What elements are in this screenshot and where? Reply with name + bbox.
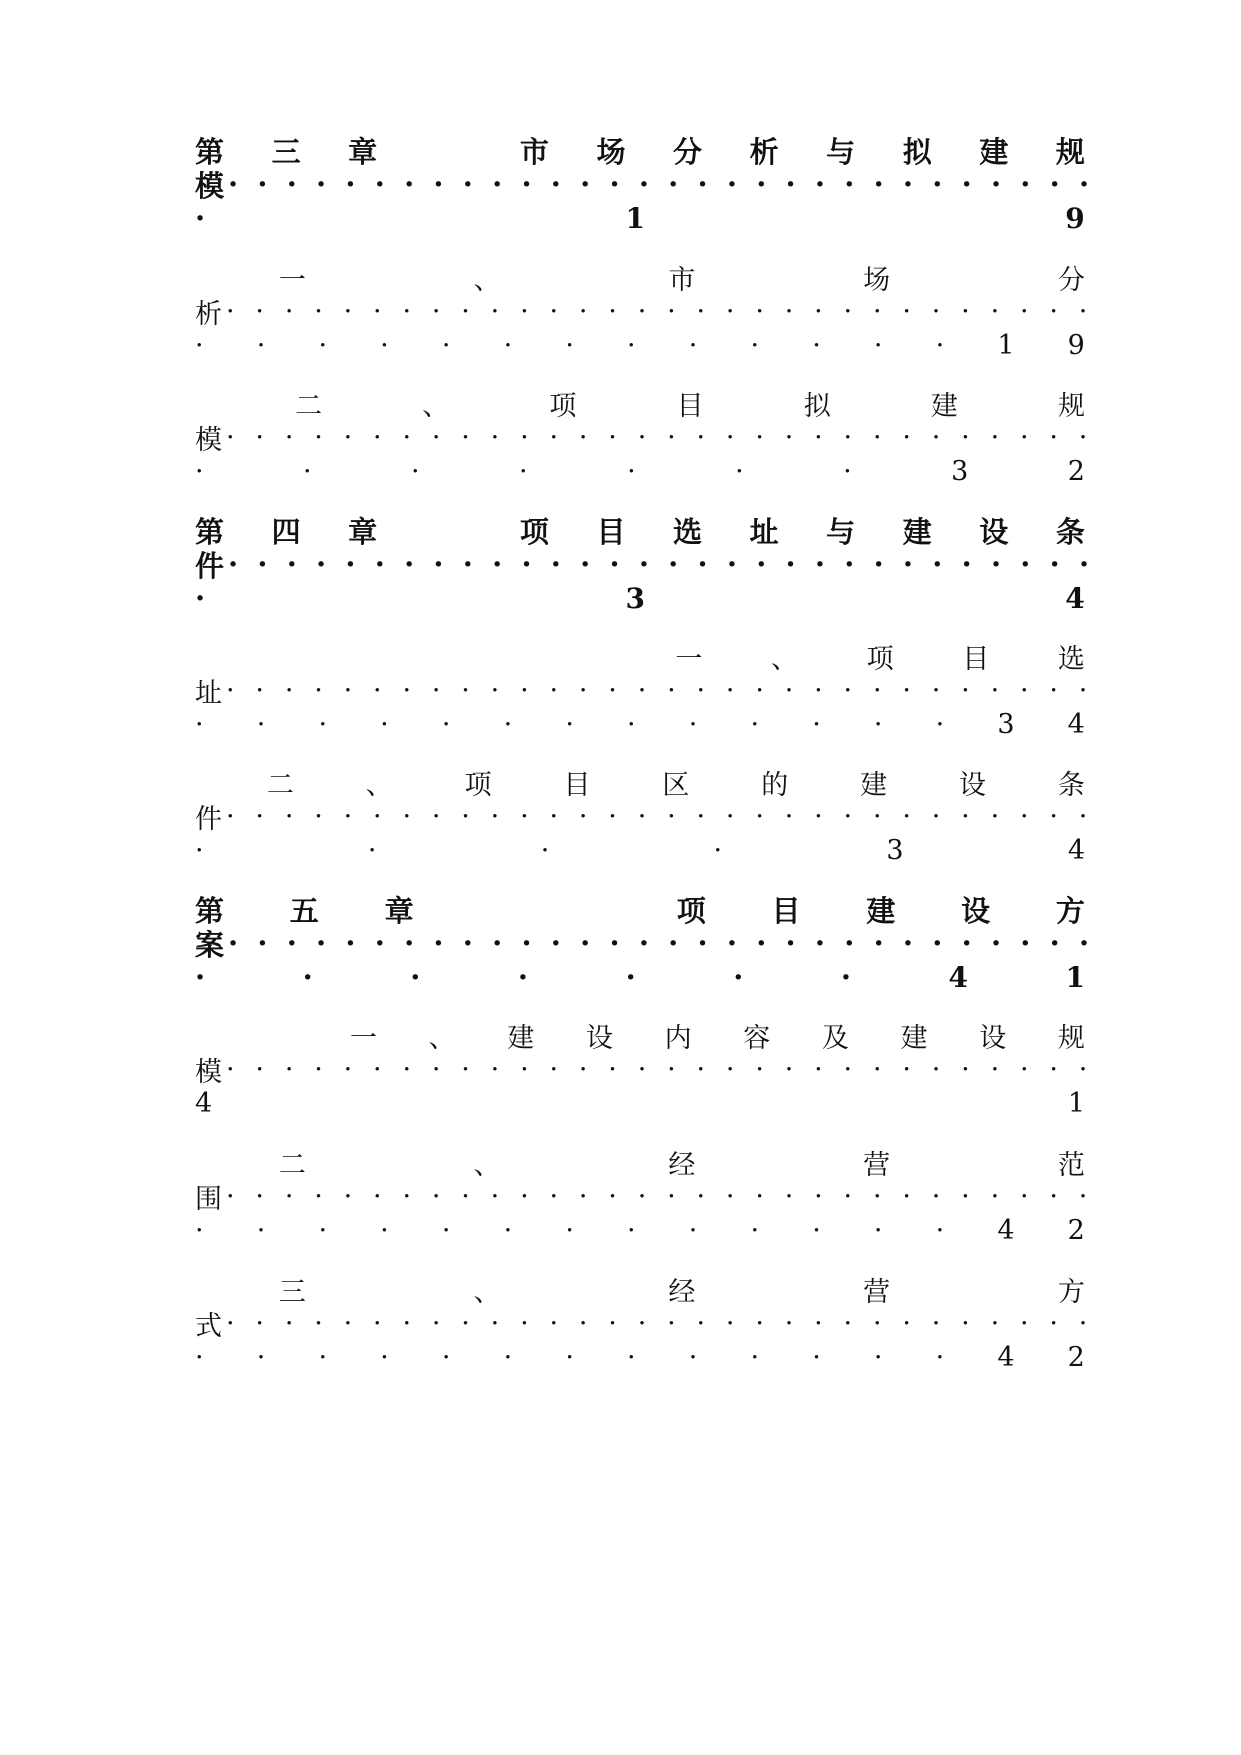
leader-dot: ·	[627, 1341, 636, 1373]
title-char: 与	[826, 514, 856, 549]
leader-dot: ·	[540, 834, 550, 866]
dot-leader: · · · · · · · · · · · · · · · · · · · · · · · · · · · · · ·	[226, 1307, 1088, 1339]
title-char: 条	[1055, 514, 1085, 549]
dot-leader: · · · · · · · · · · · · · · · · · · · · · · · · · · · · · ·	[228, 547, 1090, 581]
title-char: 一	[675, 643, 703, 675]
title-char: 目	[596, 514, 626, 549]
title-char: 选	[673, 514, 703, 549]
title-last-char: 模	[195, 168, 225, 203]
leader-dot: ·	[503, 1214, 513, 1246]
dot-leader: · · · · · · · · · · · · · · · · · · · · · · · · · · · · · ·	[226, 1053, 1088, 1085]
title-char: 、	[422, 390, 450, 422]
leader-dot: ·	[380, 1214, 389, 1246]
title-char: 目	[676, 390, 704, 422]
leader-dot: ·	[750, 1214, 760, 1246]
dot-leader: · · · · · · · · · · · · · · · · · · · · · · · · · · · · · ·	[226, 1180, 1088, 1212]
title-char: 项	[519, 514, 549, 549]
leader-dot: ·	[688, 329, 698, 361]
title-char: 范	[1057, 1149, 1085, 1181]
leader-dot: ·	[812, 708, 821, 740]
title-char: 及	[821, 1022, 849, 1054]
title-char: 五	[289, 893, 319, 928]
leader-dot: ·	[688, 1214, 698, 1246]
leader-dot: ·	[367, 834, 377, 866]
title-last-char: 件	[195, 803, 222, 835]
title-char: 设	[959, 769, 986, 801]
toc-page-number-line	[195, 578, 1085, 618]
leader-dot: ·	[565, 708, 574, 740]
toc-page-number-line	[195, 325, 1085, 365]
title-char: 一	[278, 264, 306, 296]
title-char: 拟	[902, 134, 932, 169]
page-number-digit: 3	[886, 834, 904, 866]
leader-dot: ·	[410, 960, 421, 994]
page-number-digit: 3	[951, 455, 969, 487]
leader-dot: ·	[733, 960, 744, 994]
title-char: 建	[979, 134, 1009, 169]
title-char: 规	[1055, 134, 1085, 169]
title-last-char: 址	[195, 677, 222, 709]
title-char: 第	[195, 134, 225, 169]
title-char: 第	[195, 514, 225, 549]
leader-dot: ·	[565, 1341, 574, 1373]
dot-leader: · · · · · · · · · · · · · · · · · · · · · · · · · · · · · ·	[228, 167, 1090, 201]
page-number-digit: 4	[948, 960, 968, 994]
title-last-char: 式	[195, 1310, 222, 1342]
leader-dot: ·	[195, 1214, 204, 1246]
title-char: 分	[673, 134, 703, 169]
leader-dot: ·	[840, 960, 851, 994]
toc-page-number-line	[195, 704, 1085, 744]
leader-dot: ·	[441, 1214, 451, 1246]
title-char: 、	[473, 1149, 501, 1181]
leader-dot: ·	[627, 455, 636, 487]
title-char: 与	[826, 134, 856, 169]
title-char: 拟	[803, 390, 831, 422]
leader-dot: ·	[625, 960, 636, 994]
toc-page-number-line	[195, 1337, 1085, 1377]
title-char: 设	[961, 893, 991, 928]
title-last-char: 围	[195, 1183, 222, 1215]
page-number-digit: 9	[1065, 201, 1085, 235]
title-char: 、	[473, 264, 501, 296]
title-char: 、	[365, 769, 393, 801]
title-char: 项	[866, 643, 894, 675]
leader-dot: ·	[688, 708, 698, 740]
page-number-digit: 1	[1067, 1087, 1085, 1119]
leader-dot: ·	[195, 201, 206, 235]
leader-dot: ·	[318, 708, 328, 740]
title-char: 目	[962, 643, 990, 675]
page-number-digit: 2	[1067, 1341, 1085, 1373]
title-char: 二	[266, 769, 294, 801]
leader-dot: ·	[303, 455, 312, 487]
leader-dot: ·	[750, 708, 760, 740]
title-char: 内	[664, 1022, 692, 1054]
leader-dot: ·	[256, 1214, 266, 1246]
title-char: 营	[863, 1276, 891, 1308]
title-char: 设	[979, 514, 1009, 549]
page-number-digit: 3	[997, 708, 1015, 740]
title-char: 条	[1057, 769, 1085, 801]
leader-dot: ·	[565, 1214, 574, 1246]
dot-leader: · · · · · · · · · · · · · · · · · · · · · · · · · · · · · ·	[228, 926, 1090, 960]
leader-dot: ·	[750, 329, 760, 361]
leader-dot: ·	[735, 455, 744, 487]
title-char: 建	[930, 390, 958, 422]
leader-dot: ·	[503, 708, 513, 740]
title-char: 建	[507, 1022, 535, 1054]
leader-dot: ·	[812, 1214, 821, 1246]
title-char: 三	[278, 1276, 306, 1308]
leader-dot: ·	[256, 1341, 266, 1373]
leader-dot: ·	[318, 1341, 328, 1373]
title-char: 方	[1055, 893, 1085, 928]
page-number-digit: 2	[1067, 455, 1085, 487]
leader-dot: ·	[380, 1341, 389, 1373]
page-number-digit: 4	[1067, 708, 1085, 740]
leader-dot: ·	[256, 329, 266, 361]
page-number-digit: 1	[1065, 960, 1085, 994]
title-char: 、	[428, 1022, 456, 1054]
page-number-digit: 4	[195, 1087, 213, 1119]
leader-dot: ·	[812, 329, 821, 361]
leader-dot: ·	[873, 329, 883, 361]
leader-dot: ·	[935, 1214, 945, 1246]
leader-dot: ·	[441, 1341, 451, 1373]
toc-page-number-line	[195, 451, 1085, 491]
title-char: 目	[563, 769, 591, 801]
title-char: 营	[863, 1149, 891, 1181]
title-char: 三	[271, 134, 301, 169]
title-char: 经	[668, 1149, 696, 1181]
title-char: 分	[1057, 264, 1085, 296]
leader-dot: ·	[411, 455, 420, 487]
toc-page-number-line	[195, 957, 1085, 997]
title-char: 址	[749, 514, 779, 549]
page-number-digit: 4	[1065, 581, 1085, 615]
leader-dot: ·	[441, 708, 451, 740]
leader-dot: ·	[565, 329, 574, 361]
leader-dot: ·	[441, 329, 451, 361]
title-char: 章	[348, 514, 378, 549]
title-char: 析	[749, 134, 779, 169]
leader-dot: ·	[503, 329, 513, 361]
page-number-digit: 2	[1067, 1214, 1085, 1246]
leader-dot: ·	[812, 1341, 821, 1373]
leader-dot: ·	[195, 960, 206, 994]
title-char: 设	[979, 1022, 1007, 1054]
title-char: 、	[473, 1276, 501, 1308]
leader-dot: ·	[713, 834, 723, 866]
leader-dot: ·	[627, 329, 636, 361]
title-char: 项	[676, 893, 706, 928]
title-char: 选	[1057, 643, 1085, 675]
title-char: 一	[349, 1022, 377, 1054]
leader-dot: ·	[318, 1214, 328, 1246]
leader-dot: ·	[843, 455, 852, 487]
page-number-digit: 4	[997, 1341, 1015, 1373]
leader-dot: ·	[688, 1341, 698, 1373]
title-char: 场	[863, 264, 891, 296]
title-last-char: 模	[195, 1056, 222, 1088]
dot-leader: · · · · · · · · · · · · · · · · · · · · · · · · · · · · · ·	[226, 674, 1088, 706]
leader-dot: ·	[627, 708, 636, 740]
title-char: 的	[761, 769, 789, 801]
leader-dot: ·	[519, 455, 528, 487]
leader-dot: ·	[503, 1341, 513, 1373]
title-char: 区	[662, 769, 690, 801]
title-char: 项	[464, 769, 492, 801]
page-number-digit: 3	[625, 581, 645, 615]
dot-leader: · · · · · · · · · · · · · · · · · · · · · · · · · · · · · ·	[226, 295, 1088, 327]
title-char: 建	[900, 1022, 928, 1054]
leader-dot: ·	[195, 708, 204, 740]
title-char: 市	[668, 264, 696, 296]
leader-dot: ·	[873, 1341, 883, 1373]
title-char: 规	[1057, 390, 1085, 422]
title-char: 场	[596, 134, 626, 169]
title-char: 市	[519, 134, 549, 169]
title-char: 项	[549, 390, 577, 422]
leader-dot: ·	[935, 708, 945, 740]
title-char: 容	[743, 1022, 771, 1054]
leader-dot: ·	[195, 834, 204, 866]
leader-dot: ·	[935, 1341, 945, 1373]
toc-page-number-line	[195, 1210, 1085, 1250]
leader-dot: ·	[195, 329, 204, 361]
title-last-char: 件	[195, 548, 225, 583]
title-last-char: 析	[195, 298, 222, 330]
page-number-digit: 4	[1067, 834, 1085, 866]
toc-page-number-line	[195, 198, 1085, 238]
leader-dot: ·	[935, 329, 945, 361]
leader-dot: ·	[302, 960, 313, 994]
leader-dot: ·	[750, 1341, 760, 1373]
leader-dot: ·	[627, 1214, 636, 1246]
title-char: 目	[771, 893, 801, 928]
title-char: 建	[866, 893, 896, 928]
toc-page-number-line	[195, 830, 1085, 870]
leader-dot: ·	[195, 581, 206, 615]
title-last-char: 案	[195, 927, 225, 962]
title-char: 方	[1057, 1276, 1085, 1308]
leader-dot: ·	[380, 708, 389, 740]
leader-dot: ·	[256, 708, 266, 740]
title-char: 章	[384, 893, 414, 928]
title-char: 四	[271, 514, 301, 549]
dot-leader: · · · · · · · · · · · · · · · · · · · · · · · · · · · · · ·	[226, 800, 1088, 832]
title-char: 规	[1057, 1022, 1085, 1054]
title-char: 经	[668, 1276, 696, 1308]
page-number-digit: 9	[1067, 329, 1085, 361]
title-char: 设	[585, 1022, 613, 1054]
leader-dot: ·	[517, 960, 529, 994]
title-char: 章	[348, 134, 378, 169]
page-number-digit: 1	[997, 329, 1015, 361]
title-char: 、	[771, 643, 798, 675]
title-char: 第	[195, 893, 225, 928]
leader-dot: ·	[380, 329, 389, 361]
page-number-digit: 1	[625, 201, 645, 235]
leader-dot: ·	[873, 1214, 883, 1246]
page-number-digit: 4	[997, 1214, 1015, 1246]
title-char: 二	[295, 390, 323, 422]
leader-dot: ·	[318, 329, 328, 361]
leader-dot: ·	[873, 708, 883, 740]
toc-page-number-line	[195, 1083, 1085, 1123]
dot-leader: · · · · · · · · · · · · · · · · · · · · · · · · · · · · · ·	[226, 421, 1088, 453]
title-char: 建	[860, 769, 888, 801]
leader-dot: ·	[195, 455, 204, 487]
title-char: 建	[902, 514, 932, 549]
title-last-char: 模	[195, 424, 222, 456]
leader-dot: ·	[195, 1341, 204, 1373]
title-char: 二	[278, 1149, 306, 1181]
